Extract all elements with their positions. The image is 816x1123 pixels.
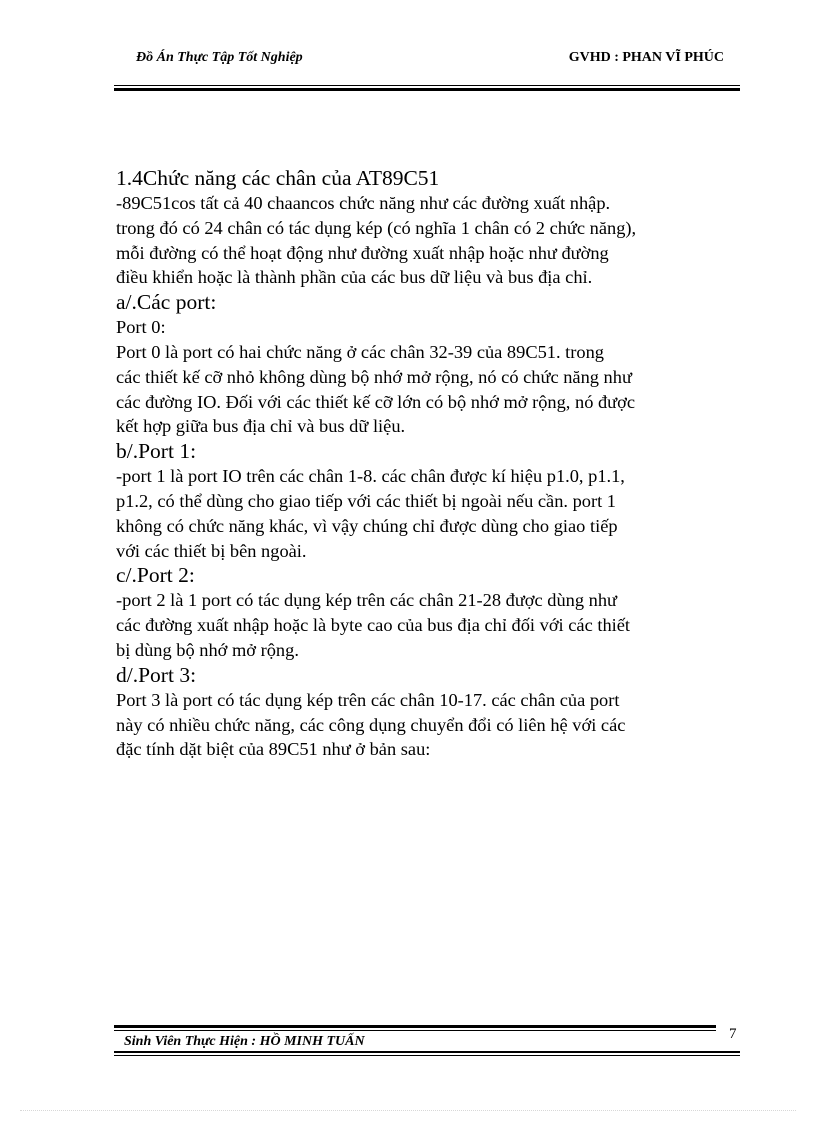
port3-line: Port 3 là port có tác dụng kép trên các chân 10-17. các chân của port [116, 689, 620, 710]
page-header [114, 50, 740, 70]
footer-bottom-rule-thin [114, 1055, 740, 1056]
port1-line: p1.2, có thể dùng cho giao tiếp với các thiết bị ngoài nếu cần. port 1 [116, 490, 617, 511]
intro-line: trong đó có 24 chân có tác dụng kép (có nghĩa 1 chân có 2 chức năng), [116, 217, 637, 238]
port3-heading: d/.Port 3: [116, 662, 197, 687]
header-advisor: GVHD : PHAN VĨ PHÚC [568, 50, 724, 65]
footer-rule-thin [114, 1030, 716, 1031]
port3-line: này có nhiều chức năng, các công dụng chuyển đổi có liên hệ với các [116, 714, 626, 735]
intro-line: -89C51cos tất cả 40 chaancos chức năng như các đường xuất nhập. [116, 193, 611, 213]
page-content [116, 166, 736, 762]
header-rule-thin [114, 85, 740, 86]
ports-heading: a/.Các port: [116, 290, 217, 315]
port2-line: -port 2 là 1 port có tác dụng kép trên các chân 21-28 được dùng như [116, 590, 618, 611]
port1-line: -port 1 là port IO trên các chân 1-8. các chân được kí hiệu p1.0, p1.1, [116, 466, 625, 487]
intro-line: mỗi đường có thể hoạt động như đường xuất nhập hoặc như đường [116, 242, 609, 263]
page-edge-divider [20, 1110, 796, 1111]
footer-bottom-rule-thick [114, 1051, 740, 1053]
port1-line: không có chức năng khác, vì vậy chúng chỉ được dùng cho giao tiếp [116, 515, 618, 536]
footer-author: Sinh Viên Thực Hiện : HỒ MINH TUẤN [124, 1034, 365, 1049]
port0-line: kết hợp giữa bus địa chỉ và bus dữ liệu. [116, 416, 406, 437]
port1-line: với các thiết bị bên ngoài. [116, 540, 307, 561]
port0-label: Port 0: [116, 317, 166, 338]
port0-line: các đường IO. Đối với các thiết kế cỡ lớn có bộ nhớ mở rộng, nó được [116, 391, 636, 412]
header-project-title: Đồ Án Thực Tập Tốt Nghiệp [136, 50, 303, 65]
port3-line: đặc tính dặt biệt của 89C51 như ở bản sau: [116, 739, 431, 760]
port0-line: Port 0 là port có hai chức năng ở các chân 32-39 của 89C51. trong [116, 341, 604, 362]
port2-line: các đường xuất nhập hoặc là byte cao của bus địa chỉ đối với các thiết [116, 615, 631, 636]
page-number: 7 [729, 1026, 737, 1042]
port2-line: bị dùng bộ nhớ mở rộng. [116, 639, 299, 660]
header-rule-thick [114, 88, 740, 91]
port2-heading: c/.Port 2: [116, 563, 195, 588]
intro-line: điều khiển hoặc là thành phần của các bus dữ liệu và bus địa chỉ. [116, 267, 593, 288]
port1-heading: b/.Port 1: [116, 439, 197, 464]
footer-rule-thick [114, 1025, 716, 1028]
section-title: 1.4Chức năng các chân của AT89C51 [116, 166, 440, 190]
port0-line: các thiết kế cỡ nhỏ không dùng bộ nhớ mở rộng, nó có chức năng như [116, 366, 632, 387]
